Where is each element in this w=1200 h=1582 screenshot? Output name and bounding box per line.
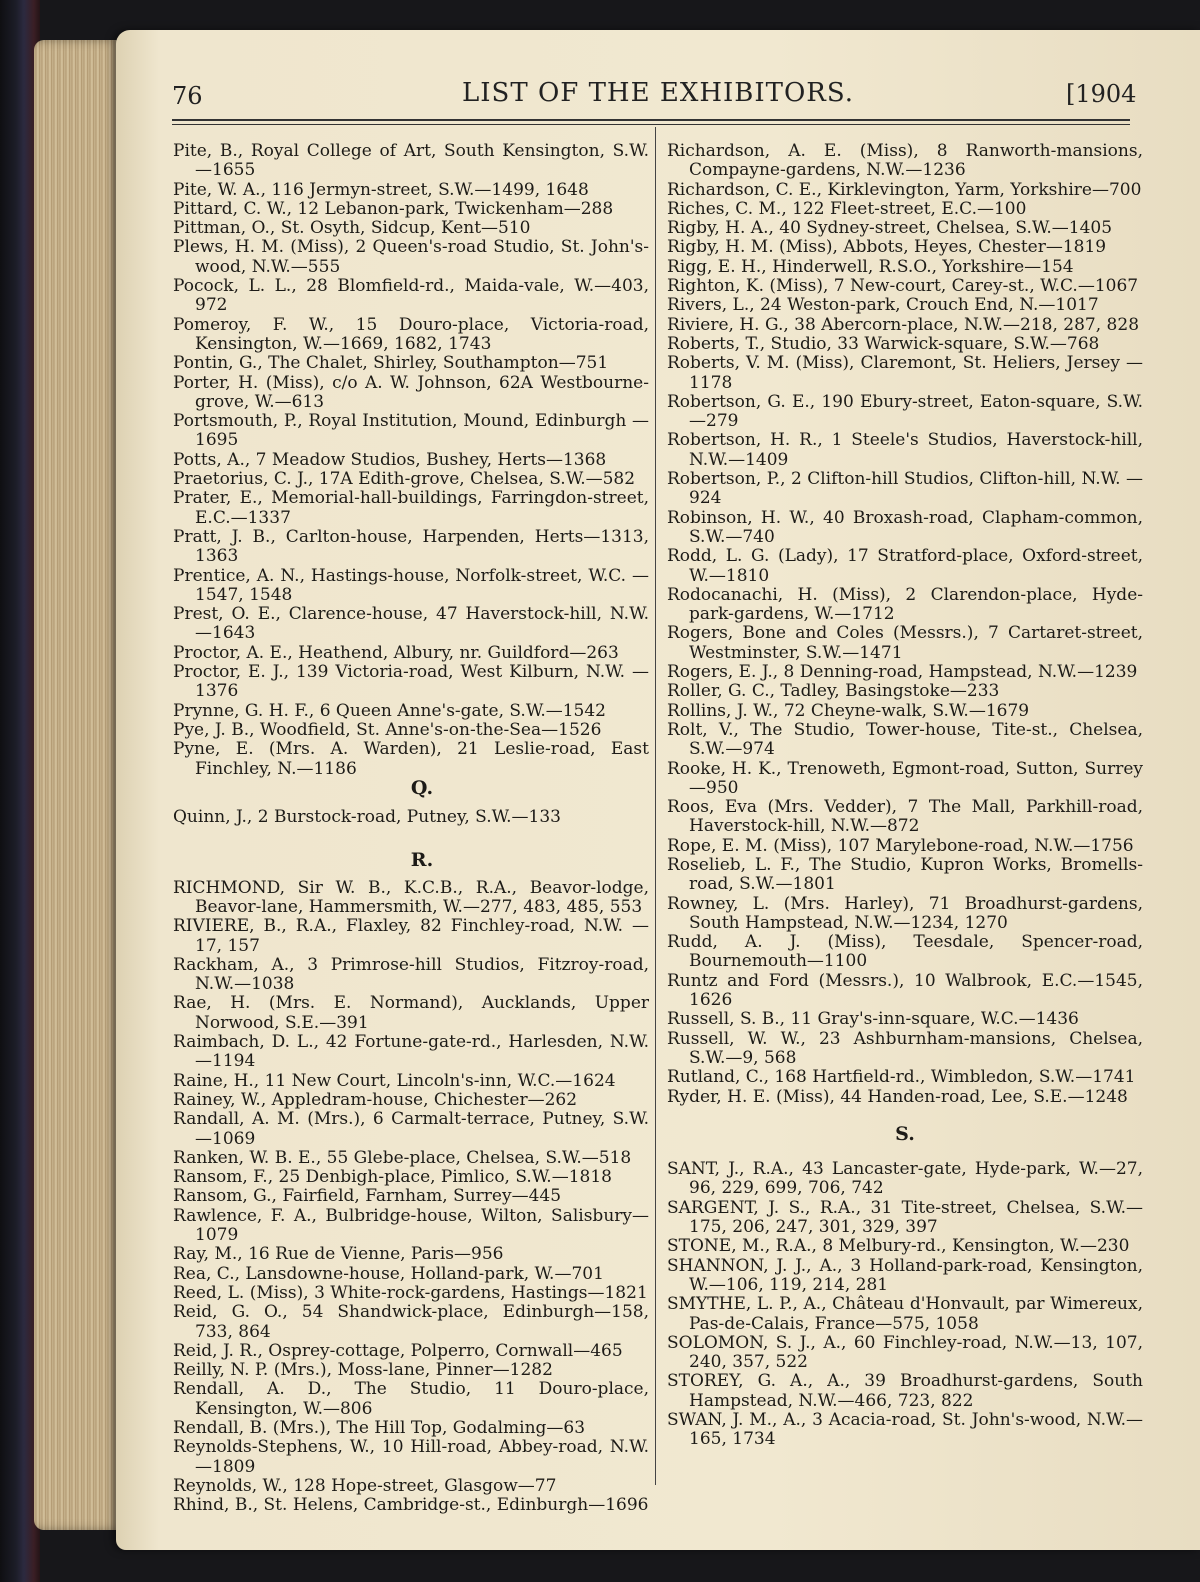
exhibitor-entry: Pocock, L. L., 28 Blomfield-rd., Maida-vale, W.—403, 972 — [173, 276, 649, 316]
exhibitor-entry: Pratt, J. B., Carlton-house, Harpenden, Herts—1313, 1363 — [173, 526, 649, 567]
exhibitor-entry: Ransom, F., 25 Denbigh-place, Pimlico, S.W.—1818 — [173, 1167, 612, 1188]
exhibitor-entry: Reid, J. R., Osprey-cottage, Polperro, Cornwall—465 — [173, 1340, 623, 1361]
exhibitor-entry: Rodd, L. G. (Lady), 17 Stratford-place, Oxford-street, W.—1810 — [667, 546, 1143, 586]
exhibitor-entry: Raimbach, D. L., 42 Fortune-gate-rd., Harlesden, N.W. —1194 — [173, 1032, 649, 1072]
exhibitor-entry: Reid, G. O., 54 Shandwick-place, Edinburgh—158, 733, 864 — [173, 1302, 649, 1342]
exhibitor-entry: Rodocanachi, H. (Miss), 2 Clarendon-place, Hyde-park-gardens, W.—1712 — [667, 584, 1143, 625]
section-heading-s: S. — [895, 1122, 915, 1145]
entries-q — [173, 808, 649, 827]
exhibitor-entry: SOLOMON, S. J., A., 60 Finchley-road, N.W.—13, 107, 240, 357, 522 — [667, 1332, 1143, 1373]
exhibitor-entry: Proctor, A. E., Heathend, Albury, nr. Guildford—263 — [173, 642, 619, 663]
exhibitor-entry: SMYTHE, L. P., A., Château d'Honvault, par Wimereux, Pas-de-Calais, France—575, 1058 — [667, 1294, 1143, 1334]
exhibitor-entry: Riches, C. M., 122 Fleet-street, E.C.—100 — [667, 198, 1027, 219]
exhibitor-entry: Reed, L. (Miss), 3 White-rock-gardens, Hastings—1821 — [173, 1282, 648, 1303]
exhibitor-entry: Ray, M., 16 Rue de Vienne, Paris—956 — [173, 1244, 504, 1265]
exhibitor-entry: Rigby, H. A., 40 Sydney-street, Chelsea, S.W.—1405 — [667, 218, 1113, 239]
exhibitor-entry: Potts, A., 7 Meadow Studios, Bushey, Herts—1368 — [173, 449, 607, 470]
exhibitor-entry: Rendall, A. D., The Studio, 11 Douro-place, Kensington, W.—806 — [173, 1379, 649, 1419]
entries-r — [173, 879, 649, 1516]
exhibitor-entry: Randall, A. M. (Mrs.), 6 Carmalt-terrace, Putney, S.W. —1069 — [173, 1109, 649, 1149]
exhibitor-entry: Russell, S. B., 11 Gray's-inn-square, W.C.—1436 — [667, 1009, 1079, 1030]
exhibitor-entry: Rigby, H. M. (Miss), Abbots, Heyes, Chester—1819 — [667, 237, 1107, 258]
exhibitor-entry: Pomeroy, F. W., 15 Douro-place, Victoria-road, Kensington, W.—1669, 1682, 1743 — [173, 314, 649, 354]
exhibitor-entry: Reynolds-Stephens, W., 10 Hill-road, Abbey-road, N.W. —1809 — [173, 1437, 649, 1477]
exhibitor-entry: Pyne, E. (Mrs. A. Warden), 21 Leslie-road, East Finchley, N.—1186 — [173, 739, 649, 779]
exhibitor-entry: Runtz and Ford (Messrs.), 10 Walbrook, E.C.—1545, 1626 — [667, 970, 1143, 1011]
exhibitor-entry: Rolt, V., The Studio, Tower-house, Tite-st., Chelsea, S.W.—974 — [667, 719, 1143, 760]
exhibitor-entry: SANT, J., R.A., 43 Lancaster-gate, Hyde-park, W.—27, 96, 229, 699, 706, 742 — [667, 1159, 1143, 1199]
right-column — [667, 142, 1143, 1450]
exhibitor-entry: Roberts, V. M. (Miss), Claremont, St. Heliers, Jersey —1178 — [667, 353, 1143, 393]
exhibitor-entry: STONE, M., R.A., 8 Melbury-rd., Kensington, W.—230 — [667, 1236, 1130, 1257]
exhibitor-entry: Pye, J. B., Woodfield, St. Anne's-on-the-Sea—1526 — [173, 719, 602, 740]
page-title: LIST OF THE EXHIBITORS. — [462, 78, 855, 108]
page-edges — [34, 40, 124, 1530]
exhibitor-entry: Pite, W. A., 116 Jermyn-street, S.W.—1499, 1648 — [173, 179, 589, 200]
exhibitor-entry: Rooke, H. K., Trenoweth, Egmont-road, Sutton, Surrey —950 — [667, 758, 1143, 798]
exhibitor-entry: RIVIERE, B., R.A., Flaxley, 82 Finchley-road, N.W. —17, 157 — [173, 916, 649, 956]
exhibitor-entry: STOREY, G. A., A., 39 Broadhurst-gardens, South Hampstead, N.W.—466, 723, 822 — [667, 1371, 1143, 1411]
exhibitor-entry: Richardson, A. E. (Miss), 8 Ranworth-mansions, Compayne-gardens, N.W.—1236 — [667, 141, 1143, 181]
exhibitor-entry: Pite, B., Royal College of Art, South Kensington, S.W. —1655 — [173, 141, 649, 181]
exhibitor-entry: Richardson, C. E., Kirklevington, Yarm, Yorkshire—700 — [667, 179, 1142, 200]
exhibitor-entry: Plews, H. M. (Miss), 2 Queen's-road Studio, St. John's-wood, N.W.—555 — [173, 237, 649, 277]
entries-p — [173, 142, 649, 779]
exhibitor-entry: Pontin, G., The Chalet, Shirley, Southampton—751 — [173, 353, 609, 374]
exhibitor-entry: Rollins, J. W., 72 Cheyne-walk, S.W.—1679 — [667, 700, 1030, 721]
exhibitor-entry: Righton, K. (Miss), 7 New-court, Carey-st., W.C.—1067 — [667, 276, 1139, 297]
entries-r-continued — [667, 142, 1143, 1107]
exhibitor-entry: Rea, C., Lansdowne-house, Holland-park, W.—701 — [173, 1263, 604, 1284]
exhibitor-entry: Prynne, G. H. F., 6 Queen Anne's-gate, S.W.—1542 — [173, 700, 606, 721]
exhibitor-entry: Rowney, L. (Mrs. Harley), 71 Broadhurst-gardens, South Hampstead, N.W.—1234, 1270 — [667, 893, 1143, 933]
exhibitor-entry: Pittard, C. W., 12 Lebanon-park, Twickenham—288 — [173, 198, 614, 219]
exhibitor-entry: Roberts, T., Studio, 33 Warwick-square, S.W.—768 — [667, 333, 1100, 354]
exhibitor-entry: Quinn, J., 2 Burstock-road, Putney, S.W.—133 — [173, 807, 561, 828]
exhibitor-entry: Robertson, G. E., 190 Ebury-street, Eaton-square, S.W.—279 — [667, 391, 1143, 432]
exhibitor-entry: Ryder, H. E. (Miss), 44 Handen-road, Lee, S.E.—1248 — [667, 1086, 1128, 1107]
exhibitor-entry: Reynolds, W., 128 Hope-street, Glasgow—77 — [173, 1475, 557, 1496]
exhibitor-entry: Prest, O. E., Clarence-house, 47 Haverstock-hill, N.W. —1643 — [173, 604, 649, 644]
exhibitor-entry: Rawlence, F. A., Bulbridge-house, Wilton, Salisbury—1079 — [173, 1205, 649, 1246]
exhibitor-entry: Rogers, Bone and Coles (Messrs.), 7 Cartaret-street, Westminster, S.W.—1471 — [667, 623, 1143, 663]
exhibitor-entry: RICHMOND, Sir W. B., K.C.B., R.A., Beavor-lodge, Beavor-lane, Hammersmith, W.—277, 483, 485, 553 — [173, 877, 649, 917]
exhibitor-entry: Pittman, O., St. Osyth, Sidcup, Kent—510 — [173, 218, 531, 239]
exhibitor-entry: Rivers, L., 24 Weston-park, Crouch End, N.—1017 — [667, 295, 1099, 316]
exhibitor-entry: Rudd, A. J. (Miss), Teesdale, Spencer-road, Bournemouth—1100 — [667, 932, 1143, 972]
column-divider — [655, 127, 656, 1485]
exhibitor-entry: Rutland, C., 168 Hartfield-rd., Wimbledon, S.W.—1741 — [667, 1067, 1136, 1088]
entries-s — [667, 1160, 1143, 1449]
exhibitor-entry: Raine, H., 11 New Court, Lincoln's-inn, W.C.—1624 — [173, 1070, 616, 1091]
exhibitor-entry: Ransom, G., Fairfield, Farnham, Surrey—445 — [173, 1186, 562, 1207]
exhibitor-entry: Roller, G. C., Tadley, Basingstoke—233 — [667, 681, 1000, 702]
exhibitor-entry: SARGENT, J. S., R.A., 31 Tite-street, Chelsea, S.W.—175, 206, 247, 301, 329, 397 — [667, 1197, 1143, 1238]
exhibitor-entry: Ranken, W. B. E., 55 Glebe-place, Chelsea, S.W.—518 — [173, 1147, 632, 1168]
exhibitor-entry: Roselieb, L. F., The Studio, Kupron Works, Bromells-road, S.W.—1801 — [667, 854, 1143, 895]
exhibitor-entry: SWAN, J. M., A., 3 Acacia-road, St. John's-wood, N.W.—165, 1734 — [667, 1410, 1143, 1450]
exhibitor-entry: Rhind, B., St. Helens, Cambridge-st., Edinburgh—1696 — [173, 1495, 649, 1516]
exhibitor-entry: Porter, H. (Miss), c/o A. W. Johnson, 62A Westbourne-grove, W.—613 — [173, 372, 649, 412]
page-number: 76 — [172, 82, 203, 110]
exhibitor-entry: Russell, W. W., 23 Ashburnham-mansions, Chelsea, S.W.—9, 568 — [667, 1028, 1143, 1068]
exhibitor-entry: Rigg, E. H., Hinderwell, R.S.O., Yorkshire—154 — [667, 256, 1074, 277]
exhibitor-entry: Robertson, P., 2 Clifton-hill Studios, Clifton-hill, N.W. —924 — [667, 469, 1143, 509]
section-heading-r: R. — [410, 849, 434, 872]
exhibitor-entry: Robertson, H. R., 1 Steele's Studios, Haverstock-hill, N.W.—1409 — [667, 430, 1143, 470]
header-rule-thin — [172, 124, 1130, 125]
exhibitor-entry: Prater, E., Memorial-hall-buildings, Farringdon-street, E.C.—1337 — [173, 488, 649, 528]
left-column — [173, 142, 649, 1515]
exhibitor-entry: Prentice, A. N., Hastings-house, Norfolk-street, W.C. —1547, 1548 — [173, 565, 649, 605]
exhibitor-entry: Rae, H. (Mrs. E. Normand), Aucklands, Upper Norwood, S.E.—391 — [173, 993, 649, 1033]
exhibitor-entry: Praetorius, C. J., 17A Edith-grove, Chelsea, S.W.—582 — [173, 469, 636, 490]
section-heading-q: Q. — [410, 776, 434, 799]
page-year: [1904 — [1066, 80, 1137, 108]
exhibitor-entry: Proctor, E. J., 139 Victoria-road, West Kilburn, N.W. —1376 — [173, 662, 649, 702]
exhibitor-entry: Robinson, H. W., 40 Broxash-road, Clapham-common, S.W.—740 — [667, 507, 1143, 547]
exhibitor-entry: Rendall, B. (Mrs.), The Hill Top, Godalming—63 — [173, 1418, 586, 1438]
exhibitor-entry: Rackham, A., 3 Primrose-hill Studios, Fitzroy-road, N.W.—1038 — [173, 954, 649, 995]
exhibitor-entry: Rope, E. M. (Miss), 107 Marylebone-road, N.W.—1756 — [667, 835, 1134, 856]
exhibitor-entry: Roos, Eva (Mrs. Vedder), 7 The Mall, Parkhill-road, Haverstock-hill, N.W.—872 — [667, 797, 1143, 837]
exhibitor-entry: Rainey, W., Appledram-house, Chichester—262 — [173, 1089, 578, 1110]
exhibitor-entry: Riviere, H. G., 38 Abercorn-place, N.W.—218, 287, 828 — [667, 314, 1140, 335]
header-rule — [172, 119, 1130, 121]
exhibitor-entry: Portsmouth, P., Royal Institution, Mound, Edinburgh —1695 — [173, 411, 649, 451]
exhibitor-entry: SHANNON, J. J., A., 3 Holland-park-road, Kensington, W.—106, 119, 214, 281 — [667, 1255, 1143, 1295]
exhibitor-entry: Rogers, E. J., 8 Denning-road, Hampstead, N.W.—1239 — [667, 662, 1138, 683]
exhibitor-entry: Reilly, N. P. (Mrs.), Moss-lane, Pinner—1282 — [173, 1360, 553, 1381]
